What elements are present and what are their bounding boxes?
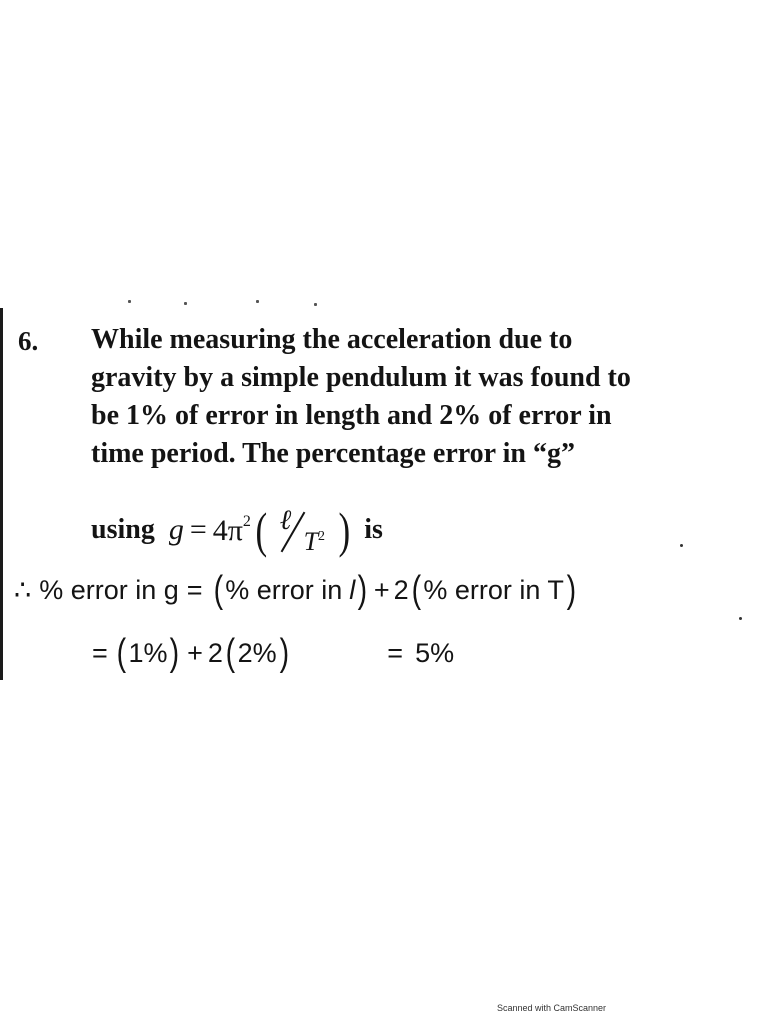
solution-factor: 2 bbox=[207, 637, 223, 668]
solution-result: 5% bbox=[415, 637, 455, 668]
question-line: time period. The percentage error in “g” bbox=[91, 438, 575, 469]
right-paren: ) bbox=[279, 632, 289, 674]
solution-line-1 bbox=[14, 571, 579, 609]
margin-rule bbox=[0, 308, 3, 680]
right-paren: ) bbox=[170, 632, 180, 674]
solution-plus: + bbox=[373, 574, 390, 605]
right-paren: ) bbox=[338, 502, 350, 558]
question-line: be 1% of error in length and 2% of error in bbox=[91, 400, 612, 431]
solution-value-1: 1% bbox=[128, 637, 168, 668]
solution-factor: 2 bbox=[393, 574, 409, 605]
scanner-watermark: Scanned with CamScanner bbox=[497, 1003, 607, 1013]
question-formula bbox=[91, 500, 383, 560]
question-line: gravity by a simple pendulum it was found to bbox=[91, 362, 631, 393]
coefficient-exponent: 2 bbox=[242, 512, 251, 530]
formula-lhs: g bbox=[168, 513, 184, 546]
scan-speck bbox=[680, 544, 683, 547]
solution-result-equals: = bbox=[387, 637, 404, 668]
formula-coefficient bbox=[213, 513, 251, 548]
formula-expression bbox=[168, 502, 354, 558]
formula-fraction bbox=[272, 505, 334, 555]
question-number: 6. bbox=[18, 326, 39, 356]
question-text bbox=[91, 321, 721, 473]
solution-plus: + bbox=[187, 637, 203, 668]
solution-value-2: 2% bbox=[237, 637, 277, 668]
scan-specks bbox=[120, 300, 340, 314]
left-paren: ( bbox=[213, 569, 223, 611]
solution-term-1-variable: l bbox=[349, 574, 356, 605]
fraction-numerator: ℓ bbox=[279, 505, 292, 536]
left-paren: ( bbox=[255, 502, 268, 558]
formula-equals: = bbox=[189, 513, 207, 546]
scan-speck bbox=[739, 617, 742, 620]
therefore-symbol: ∴ bbox=[14, 574, 32, 605]
right-paren: ) bbox=[357, 569, 368, 611]
left-paren: ( bbox=[116, 632, 126, 674]
question-line: While measuring the acceleration due to bbox=[91, 324, 573, 355]
left-paren: ( bbox=[411, 569, 421, 611]
coefficient-text: 4π bbox=[212, 513, 243, 547]
denominator-text: T bbox=[303, 527, 319, 556]
solution-equals: = bbox=[92, 637, 108, 668]
solution-line-2 bbox=[92, 634, 454, 672]
left-paren: ( bbox=[225, 632, 236, 674]
formula-lead-word: using bbox=[91, 514, 155, 545]
denominator-exponent: 2 bbox=[318, 529, 326, 544]
solution-equals: = bbox=[186, 574, 203, 605]
fraction-denominator bbox=[304, 527, 325, 557]
right-paren: ) bbox=[566, 569, 576, 611]
solution-term-1: % error in bbox=[225, 574, 343, 605]
solution-term-2: % error in T bbox=[423, 574, 564, 605]
solution-lhs: % error in g bbox=[39, 574, 179, 605]
formula-tail-word: is bbox=[364, 514, 383, 545]
